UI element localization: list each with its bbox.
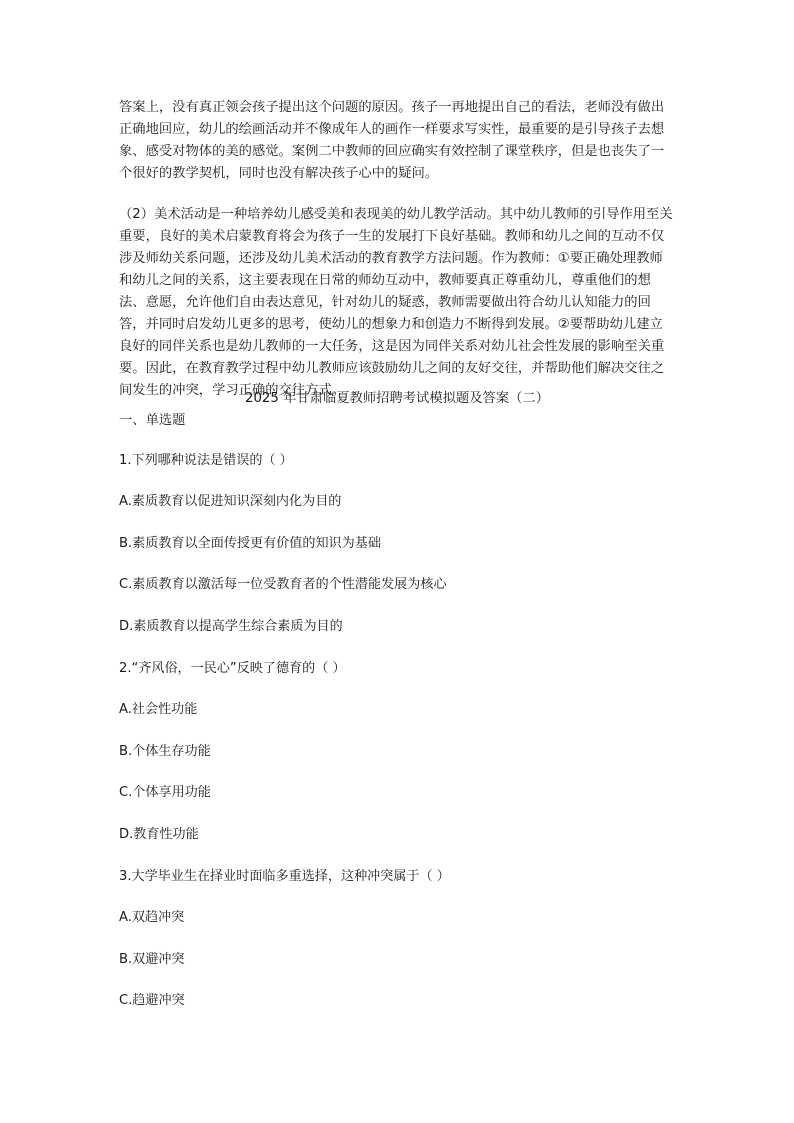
question-3-stem: 3.大学毕业生在择业时面临多重选择，这种冲突属于（ ） — [119, 869, 450, 884]
question-2-option-c: C.个体享用功能 — [119, 785, 211, 800]
section-heading: 一、单选题 — [119, 413, 186, 428]
question-1-option-a: A.素质教育以促进知识深刻内化为目的 — [119, 494, 342, 509]
exam-title: 2025 年甘肃临夏教师招聘考试模拟题及答案（二） — [244, 391, 549, 406]
question-1-option-c: C.素质教育以激活每一位受教育者的个性潜能发展为核心 — [119, 577, 447, 592]
question-2-option-d: D.教育性功能 — [119, 827, 199, 842]
question-2-stem: 2.“齐风俗，一民心”反映了德育的（ ） — [119, 661, 346, 676]
question-1-option-d: D.素质教育以提高学生综合素质为目的 — [119, 619, 343, 634]
question-3-option-c: C.趋避冲突 — [119, 993, 185, 1008]
question-2-option-a: A.社会性功能 — [119, 702, 198, 717]
answer-paragraph-1: 答案上，没有真正领会孩子提出这个问题的原因。孩子一再地提出自己的看法，老师没有做出正确地回应，幼儿的绘画活动并不像成年人的画作一样要求写实性，最重要的是引导孩子去想象、感受对物体的美的感觉。案例二中教师的回应确实有效控制了课堂秩序，但是也丧失了一个很好的教学契机，同时也没有解决孩子心中的疑问。 — [119, 100, 665, 181]
answer-paragraph-2: （2）美术活动是一种培养幼儿感受美和表现美的幼儿教学活动。其中幼儿教师的引导作用至关重要，良好的美术启蒙教育将会为孩子一生的发展打下良好基础。教师和幼儿之间的互动不仅涉及师幼关系问题，还涉及幼儿美术活动的教育教学方法问题。作为教师：①要正确处理教师和幼儿之间的关系，这主要表现在日常的师幼互动中，教师要真正尊重幼儿，尊重他们的想法、意愿，允许他们自由表达意见，针对幼儿的疑惑，教师需要做出符合幼儿认知能力的回答，并同时启发幼儿更多的思考，使幼儿的想象力和创造力不断得到发展。②要帮助幼儿建立良好的同伴关系也是幼儿教师的一大任务，这是因为同伴关系对幼儿社会性发展的影响至关重要。因此，在教育教学过程中幼儿教师应该鼓励幼儿之间的友好交往，并帮助他们解决交往之间发生的冲突，学习正确的交往方式。 — [119, 207, 673, 398]
question-1-option-b: B.素质教育以全面传授更有价值的知识为基础 — [119, 536, 381, 551]
question-1-stem: 1.下列哪种说法是错误的（ ） — [119, 453, 293, 468]
question-3-option-a: A.双趋冲突 — [119, 910, 185, 925]
question-3-option-b: B.双避冲突 — [119, 952, 185, 967]
question-2-option-b: B.个体生存功能 — [119, 744, 211, 759]
